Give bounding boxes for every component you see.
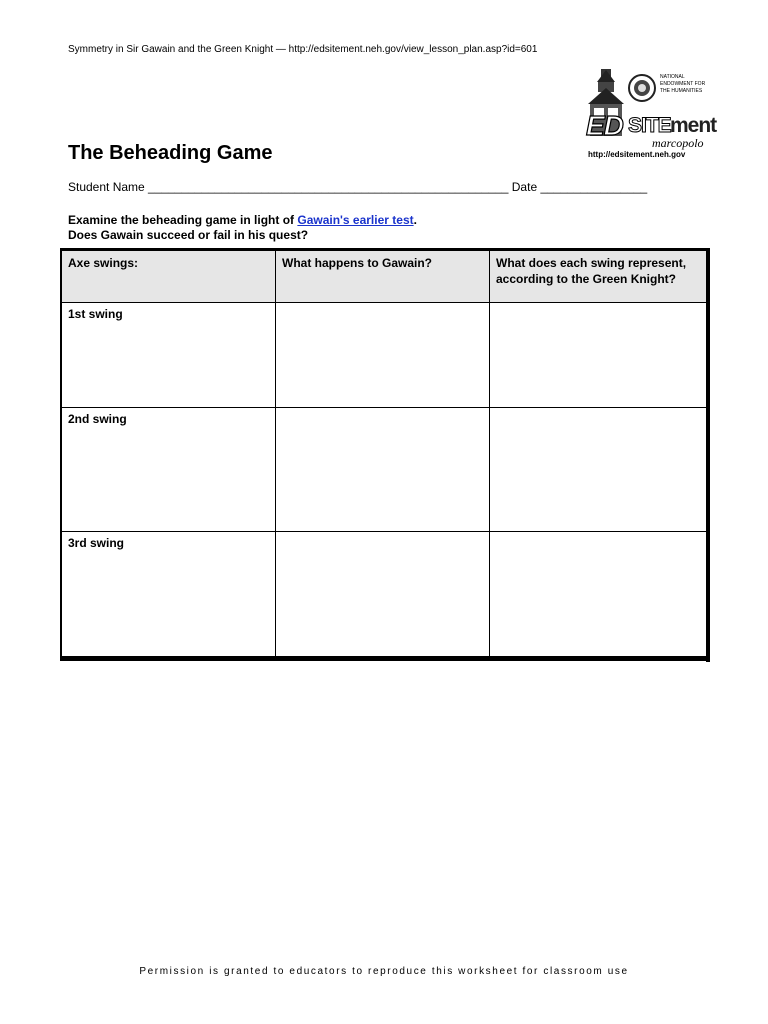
instructions xyxy=(68,213,417,243)
gawain-test-link[interactable]: Gawain's earlier test xyxy=(297,213,414,227)
header-citation: Symmetry in Sir Gawain and the Green Knight — http://edsitement.neh.gov/view_lesson_plan.asp?id=601 xyxy=(68,44,538,55)
header-axe-swings: Axe swings: xyxy=(62,251,276,303)
row-label-3rd-swing: 3rd swing xyxy=(62,532,276,659)
answer-cell[interactable] xyxy=(490,532,707,659)
page-title: The Beheading Game xyxy=(68,142,273,164)
logo-url: http://edsitement.neh.gov xyxy=(588,150,686,159)
answer-cell[interactable] xyxy=(276,303,490,408)
answer-cell[interactable] xyxy=(490,303,707,408)
seal-text: NATIONAL ENDOWMENT FOR THE HUMANITIES xyxy=(660,74,706,94)
logo-sub: marcopolo xyxy=(652,136,704,150)
instructions-line1: Examine the beheading game in light of Gawain's earlier test. xyxy=(68,213,417,227)
table-row xyxy=(62,303,707,408)
row-label-1st-swing: 1st swing xyxy=(62,303,276,408)
header-what-represent: What does each swing represent, according to the Green Knight? xyxy=(490,251,707,303)
answer-cell[interactable] xyxy=(276,532,490,659)
table-row xyxy=(62,532,707,659)
answer-cell[interactable] xyxy=(276,408,490,532)
worksheet-table xyxy=(61,250,707,659)
edsitement-logo xyxy=(584,64,717,164)
header-what-happens: What happens to Gawain? xyxy=(276,251,490,303)
table-row xyxy=(62,408,707,532)
logo-ment: ment xyxy=(670,114,717,137)
row-label-2nd-swing: 2nd swing xyxy=(62,408,276,532)
logo-ed: ED xyxy=(586,110,623,141)
footer-permission: Permission is granted to educators to reproduce this worksheet for classroom use xyxy=(139,966,629,977)
logo-site: SITE xyxy=(628,114,671,137)
table-header-row xyxy=(62,251,707,303)
student-name-date-line: Student Name ______________________________________________________ Date ________________ xyxy=(68,180,648,194)
instructions-line2: Does Gawain succeed or fail in his quest? xyxy=(68,228,309,242)
answer-cell[interactable] xyxy=(490,408,707,532)
